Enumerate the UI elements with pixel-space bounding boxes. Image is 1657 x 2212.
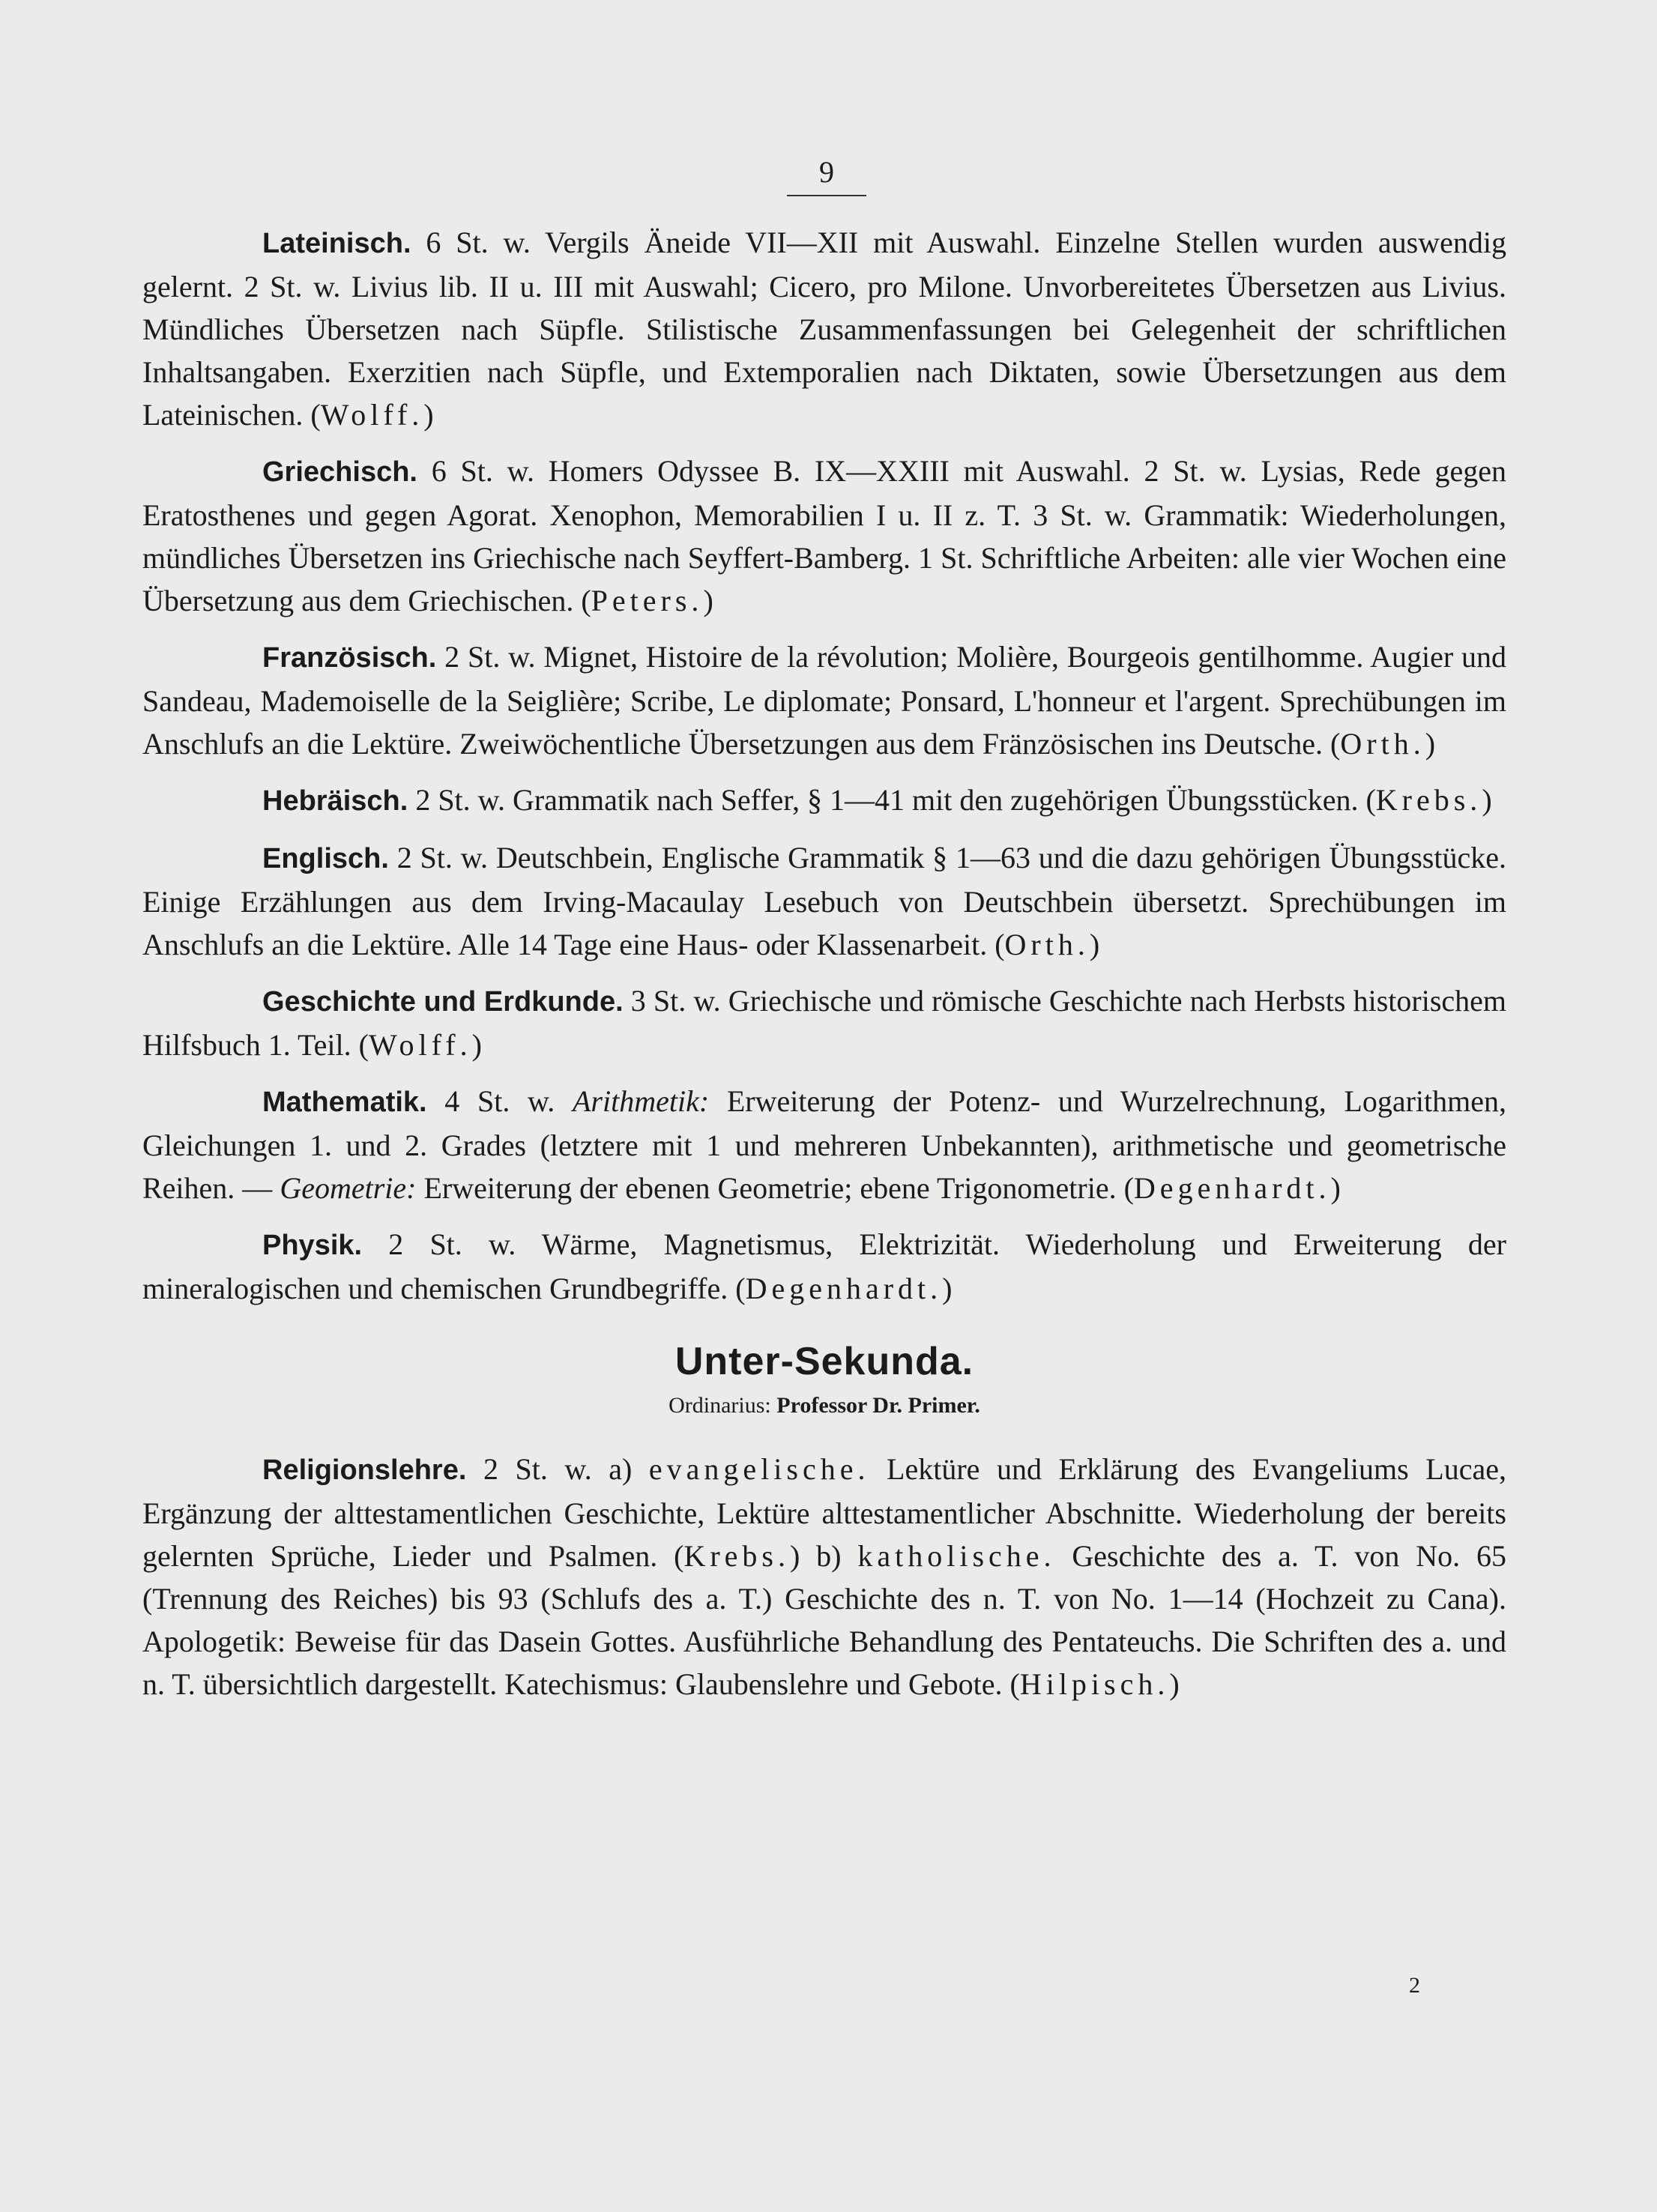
paragraph-text: ) bbox=[942, 1272, 953, 1305]
paragraph-text: ) bbox=[1330, 1171, 1341, 1205]
teacher-name: Hilpisch. bbox=[1019, 1667, 1170, 1701]
teacher-name: katholische. bbox=[857, 1539, 1056, 1573]
paragraph-geschichte-und-erdkunde bbox=[142, 979, 1506, 1066]
paragraph-text: Lektüre und Erklärung des Evangeliums Lucae, Ergänzung der alttestamentlichen Geschichte, Lektüre alttestamentlicher Abschnitte. Wiederholung der bereits gelernten Sprüche, Lieder und Psalmen. ( bbox=[142, 1452, 1506, 1573]
page-number-rule bbox=[787, 195, 866, 196]
subject-heading: Physik. bbox=[262, 1230, 363, 1261]
paragraph-text: Geschichte des a. T. von No. 65 (Trennung des Reiches) bis 93 (Schlufs des a. T.) Geschichte des n. T. von No. 1—14 (Hochzeit zu Cana). Apologetik: Beweise für das Dasein Gottes. Ausführliche Behandlung des Pentateuchs. Die Schriften des a. und n. T. übersichtlich dargestellt. Katechismus: Glaubenslehre und Gebote. ( bbox=[142, 1539, 1507, 1701]
paragraph-religionslehre bbox=[142, 1448, 1506, 1705]
paragraph-text: 3 St. w. Griechische und römische Geschichte nach Herbsts historischem Hilfsbuch 1. Teil. ( bbox=[142, 984, 1507, 1062]
paragraph-hebräisch bbox=[142, 779, 1506, 823]
paragraph-text: 6 St. w. Homers Odyssee B. IX—XXIII mit Auswahl. 2 St. w. Lysias, Rede gegen Eratosthenes und gegen Agorat. Xenophon, Memorabilien I u. II z. T. 3 St. w. Grammatik: Wiederholungen, mündliches Übersetzen ins Griechische nach Seyffert-Bamberg. 1 St. Schriftliche Arbeiten: alle vier Wochen eine Übersetzung aus dem Griechischen. ( bbox=[142, 454, 1506, 617]
section-heading: Unter-Sekunda. bbox=[674, 1340, 974, 1383]
paragraph-mathematik bbox=[142, 1080, 1506, 1209]
subject-heading: Mathematik. bbox=[262, 1087, 427, 1118]
paragraph-text: ) bbox=[1425, 727, 1436, 761]
subject-heading: Geschichte und Erdkunde. bbox=[262, 986, 624, 1018]
paragraph-französisch bbox=[142, 635, 1506, 765]
paragraph-text: 2 St. w. Deutschbein, Englische Grammatik § 1—63 und die dazu gehörigen Übungsstücke. Einige Erzählungen aus dem Irving-Macaulay Lesebuch von Deutschbein übersetzt. Sprechübungen im Anschlufs an die Lektüre. Alle 14 Tage eine Haus- oder Klassenarbeit. ( bbox=[142, 841, 1506, 961]
subject-paragraphs bbox=[142, 221, 1506, 1310]
paragraph-text: 4 St. w. bbox=[426, 1084, 573, 1118]
paragraph-text: ) bbox=[471, 1028, 482, 1062]
paragraph-text: ) bbox=[1089, 928, 1100, 961]
subject-heading: Englisch. bbox=[262, 843, 389, 874]
paragraph-englisch bbox=[142, 836, 1506, 966]
topic-label: Geometrie: bbox=[280, 1171, 417, 1205]
paragraph-text: ) b) bbox=[790, 1539, 858, 1573]
sheet-signature: 2 bbox=[1409, 1973, 1420, 1998]
ordinarius-line bbox=[142, 1389, 1506, 1422]
subject-heading: Hebräisch. bbox=[262, 785, 408, 817]
paragraph-physik bbox=[142, 1223, 1506, 1310]
subject-heading: Griechisch. bbox=[262, 456, 417, 488]
body-text bbox=[142, 221, 1506, 1719]
topic-label: Arithmetik: bbox=[573, 1084, 710, 1118]
religion-paragraph bbox=[142, 1448, 1506, 1705]
teacher-name: Orth. bbox=[1340, 727, 1425, 761]
paragraph-text: ) bbox=[423, 398, 434, 432]
teacher-name: Krebs. bbox=[1375, 783, 1482, 817]
paragraph-lateinisch bbox=[142, 221, 1506, 436]
subject-heading: Religionslehre. bbox=[262, 1454, 467, 1486]
subject-heading: Französisch. bbox=[262, 642, 437, 674]
paragraph-text: Erweiterung der ebenen Geometrie; ebene Trigonometrie. ( bbox=[416, 1171, 1134, 1205]
ordinarius-name: Professor Dr. Primer. bbox=[776, 1393, 980, 1418]
page-number: 9 bbox=[819, 155, 834, 189]
paragraph-text: 2 St. w. Grammatik nach Seffer, § 1—41 mit den zugehörigen Übungsstücken. ( bbox=[408, 783, 1376, 817]
teacher-name: Orth. bbox=[1004, 928, 1090, 961]
teacher-name: Degenhardt. bbox=[1133, 1171, 1331, 1205]
teacher-name: Wolff. bbox=[320, 398, 424, 432]
paragraph-text: 2 St. w. Wärme, Magnetismus, Elektrizität. Wiederholung und Erweiterung der mineralogischen und chemischen Grundbegriffe. ( bbox=[142, 1227, 1506, 1305]
paragraph-text: 6 St. w. Vergils Äneide VII—XII mit Auswahl. Einzelne Stellen wurden auswendig gelernt. 2 St. w. Livius lib. II u. III mit Auswahl; Cicero, pro Milone. Unvorbereitetes Übersetzen aus Livius. Mündliches Übersetzen nach Süpfle. Stilistische Zusammenfassungen bei Gelegenheit der schriftlichen Inhaltsangaben. Exerzitien nach Süpfle, und Extemporalien nach Diktaten, sowie Übersetzungen aus dem Lateinischen. ( bbox=[142, 226, 1506, 432]
paragraph-text: 2 St. w. a) bbox=[466, 1452, 649, 1486]
paragraph-text: Erweiterung der Potenz- und Wurzelrechnung, Logarithmen, Gleichungen 1. und 2. Grades (letztere mit 1 und mehreren Unbekannten), arithmetische und geometrische Reihen. — bbox=[142, 1084, 1506, 1205]
teacher-name: Peters. bbox=[591, 584, 704, 617]
subject-heading: Lateinisch. bbox=[262, 228, 411, 259]
paragraph-griechisch bbox=[142, 450, 1506, 622]
paragraph-text: ) bbox=[1482, 783, 1492, 817]
paragraph-text: ) bbox=[703, 584, 713, 617]
teacher-name: Wolff. bbox=[368, 1028, 472, 1062]
teacher-name: evangelische. bbox=[648, 1452, 870, 1486]
paragraph-text: ) bbox=[1169, 1667, 1180, 1701]
ordinarius-label: Ordinarius: bbox=[668, 1393, 771, 1418]
teacher-name: Krebs. bbox=[683, 1539, 790, 1573]
paragraph-text: 2 St. w. Mignet, Histoire de la révolution; Molière, Bourgeois gentilhomme. Augier und Sandeau, Mademoiselle de la Seiglière; Scribe, Le diplomate; Ponsard, L'honneur et l'argent. Sprechübungen im Anschlufs an die Lektüre. Zweiwöchentliche Übersetzungen aus dem Fränzösischen ins Deutsche. ( bbox=[142, 640, 1506, 761]
teacher-name: Degenhardt. bbox=[745, 1272, 943, 1305]
